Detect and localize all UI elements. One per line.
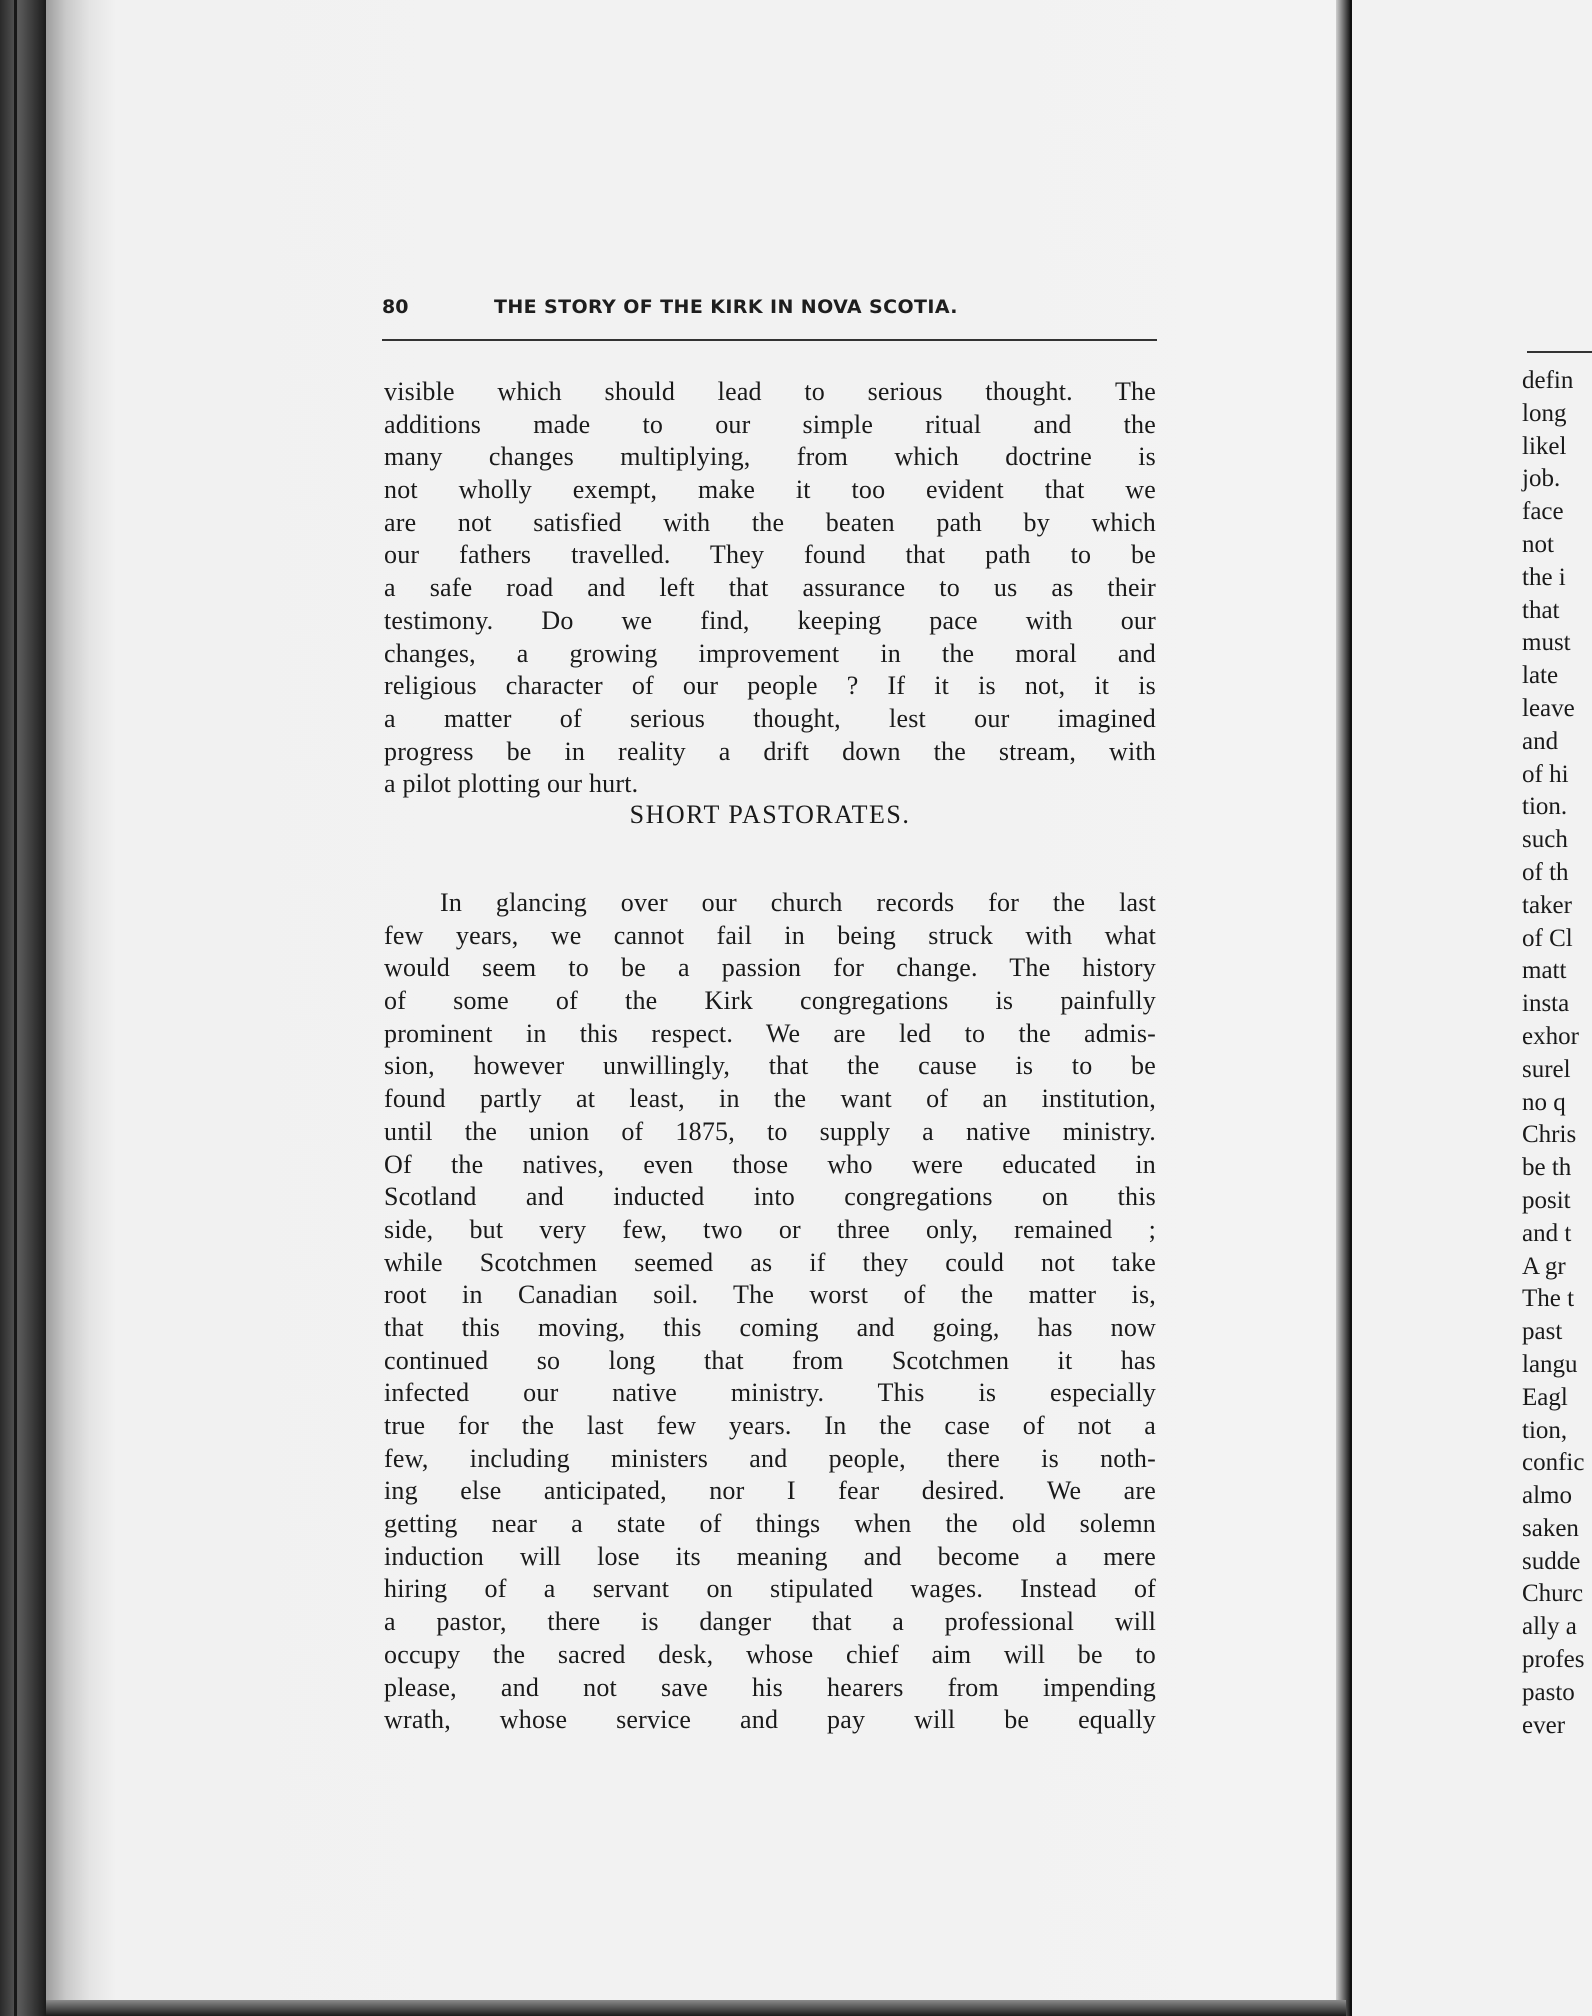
text-fragment: face [1522, 498, 1564, 526]
text-line: sion, however unwillingly, that the cause is to be [384, 1051, 1156, 1081]
text-fragment: tion, [1522, 1416, 1568, 1444]
text-line: occupy the sacred desk, whose chief aim will be to [384, 1639, 1156, 1669]
text-fragment: of hi [1522, 760, 1569, 788]
text-line: a safe road and left that assurance to us as their [384, 573, 1156, 603]
text-fragment: of th [1522, 858, 1569, 886]
text-line: Of the natives, even those who were educated in [384, 1149, 1156, 1179]
text-line: changes, a growing improvement in the moral and [384, 638, 1156, 668]
text-fragment: Churc [1522, 1580, 1584, 1608]
page-bottom-shadow [46, 2000, 1346, 2016]
paragraph-short-pastorates [384, 887, 1156, 1737]
text-fragment: such [1522, 826, 1568, 854]
text-fragment: likel [1522, 432, 1567, 460]
text-fragment: Eagl [1522, 1383, 1568, 1411]
text-line: a pilot plotting our hurt. [384, 769, 639, 799]
text-line: many changes multiplying, from which doctrine is [384, 442, 1156, 472]
text-fragment: posit [1522, 1186, 1571, 1214]
text-line: hiring of a servant on stipulated wages. Instead of [384, 1574, 1156, 1604]
text-line: ing else anticipated, nor I fear desired. We are [384, 1476, 1156, 1506]
text-line: not wholly exempt, make it too evident that we [384, 475, 1156, 505]
text-fragment: pasto [1522, 1678, 1575, 1706]
text-line: prominent in this respect. We are led to the admis- [384, 1018, 1156, 1048]
text-line: side, but very few, two or three only, remained ; [384, 1214, 1156, 1244]
text-fragment: late [1522, 662, 1559, 690]
text-line: wrath, whose service and pay will be equally [384, 1705, 1156, 1735]
text-fragment: job. [1522, 465, 1561, 493]
text-fragment: profes [1522, 1646, 1585, 1674]
text-fragment: defin [1522, 367, 1574, 394]
binding-edge [14, 0, 17, 2016]
text-fragment: sudde [1522, 1547, 1581, 1575]
text-line: true for the last few years. In the case of not a [384, 1411, 1156, 1440]
text-fragment: the i [1522, 563, 1566, 591]
text-fragment: almo [1522, 1482, 1572, 1510]
text-line: progress be in reality a drift down the stream, with [384, 736, 1156, 766]
text-fragment: leave [1522, 694, 1575, 722]
text-fragment: be th [1522, 1154, 1572, 1182]
text-fragment: long [1522, 399, 1567, 427]
header-rule [382, 339, 1157, 341]
text-line: a pastor, there is danger that a professional will [384, 1607, 1156, 1637]
text-fragment: and t [1522, 1219, 1572, 1247]
text-line: Scotland and inducted into congregations on this [384, 1182, 1156, 1212]
text-fragment: ally a [1522, 1613, 1577, 1641]
right-page-text-fragments [1522, 365, 1592, 1742]
text-line: In glancing over our church records for the last [440, 888, 1156, 917]
text-line: root in Canadian soil. The worst of the matter is, [384, 1280, 1156, 1310]
text-fragment: saken [1522, 1514, 1579, 1542]
text-line: found partly at least, in the want of an institution, [384, 1084, 1156, 1114]
text-line: until the union of 1875, to supply a native ministry. [384, 1116, 1156, 1146]
text-fragment: Chris [1522, 1121, 1577, 1149]
text-fragment: langu [1522, 1350, 1578, 1378]
text-fragment: The t [1522, 1285, 1575, 1313]
text-fragment: taker [1522, 891, 1572, 919]
section-heading: SHORT PASTORATES. [629, 800, 911, 829]
text-fragment: matt [1522, 957, 1567, 985]
text-line: while Scotchmen seemed as if they could not take [384, 1247, 1156, 1277]
text-line: few, including ministers and people, there is noth- [384, 1443, 1156, 1473]
text-fragment: tion. [1522, 793, 1568, 821]
running-head [382, 296, 1157, 326]
right-header-rule [1527, 351, 1592, 353]
text-fragment: no q [1522, 1088, 1566, 1116]
text-fragment: A gr [1522, 1252, 1566, 1280]
text-line: religious character of our people ? If it is not, it is [384, 671, 1156, 701]
page-number: 80 [382, 296, 409, 318]
text-line: that this moving, this coming and going, has now [384, 1312, 1156, 1342]
text-line: infected our native ministry. This is especially [384, 1378, 1156, 1408]
text-fragment: and [1522, 727, 1559, 755]
text-line: please, and not save his hearers from impending [384, 1672, 1156, 1702]
text-fragment: of Cl [1522, 924, 1573, 952]
text-line: of some of the Kirk congregations is painfully [384, 986, 1156, 1016]
text-fragment: exhor [1522, 1022, 1579, 1050]
text-line: getting near a state of things when the old solemn [384, 1509, 1156, 1539]
text-line: would seem to be a passion for change. The history [384, 953, 1156, 983]
text-fragment: that [1522, 596, 1560, 624]
text-fragment: confic [1522, 1449, 1585, 1477]
text-fragment: insta [1522, 990, 1570, 1018]
book-binding [0, 0, 46, 2016]
text-fragment: must [1522, 629, 1571, 657]
text-line: are not satisfied with the beaten path by which [384, 507, 1156, 537]
text-fragment: past [1522, 1318, 1563, 1346]
running-head-title: THE STORY OF THE KIRK IN NOVA SCOTIA. [494, 296, 958, 318]
text-line: visible which should lead to serious thought. The [384, 377, 1156, 406]
text-line: induction will lose its meaning and become a mere [384, 1541, 1156, 1571]
text-fragment: not [1522, 530, 1554, 558]
text-line: additions made to our simple ritual and the [384, 409, 1156, 439]
text-fragment: surel [1522, 1055, 1571, 1083]
text-line: continued so long that from Scotchmen it has [384, 1345, 1156, 1375]
text-line: a matter of serious thought, lest our imagined [384, 703, 1156, 733]
text-fragment: ever [1522, 1711, 1566, 1739]
text-line: our fathers travelled. They found that path to be [384, 540, 1156, 570]
page-fold-shadow [1336, 0, 1350, 2016]
text-line: few years, we cannot fail in being struck with what [384, 920, 1156, 950]
right-page-clip [1352, 0, 1592, 2016]
paragraph-visible-which [384, 376, 1156, 801]
text-line: testimony. Do we find, keeping pace with our [384, 605, 1156, 635]
